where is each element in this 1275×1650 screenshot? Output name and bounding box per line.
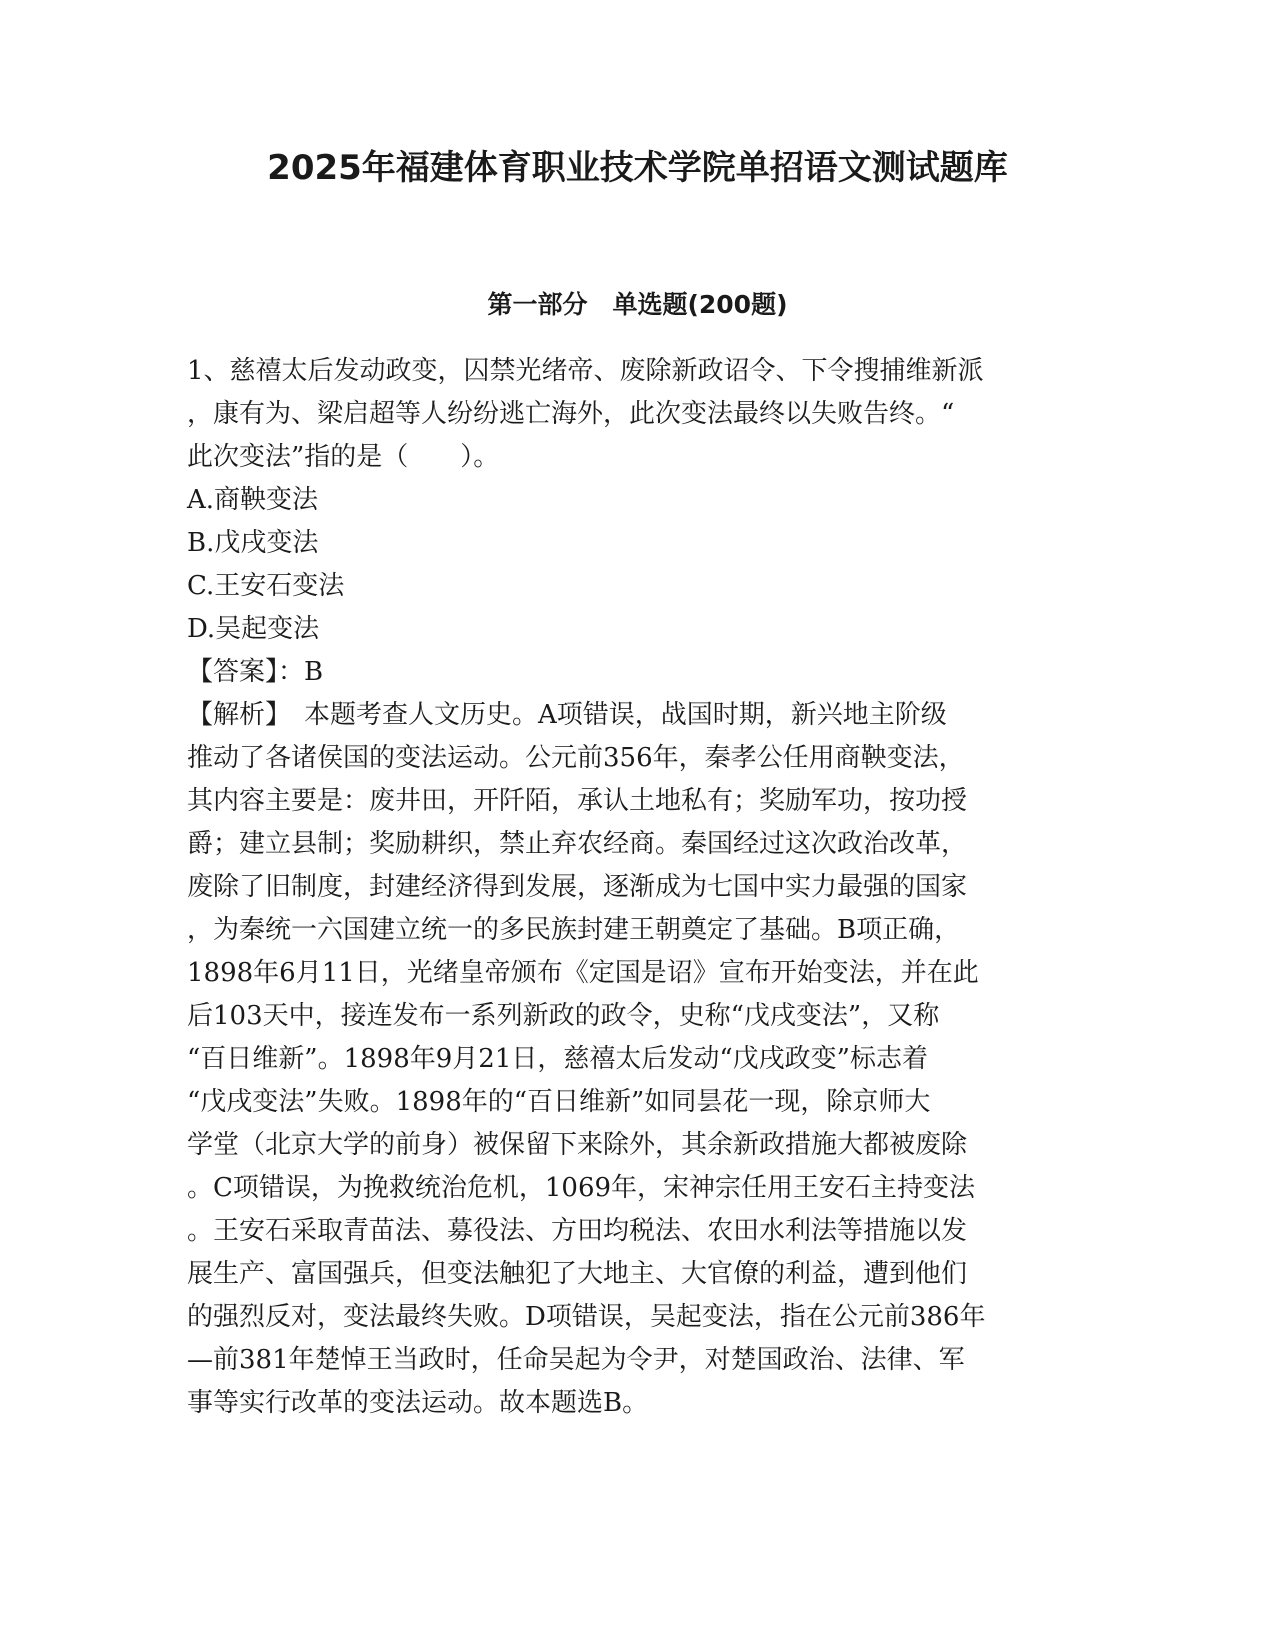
analysis-line: 废除了旧制度，封建经济得到发展，逐渐成为七国中实力最强的国家 [187,872,968,902]
question-block [187,350,1077,1425]
analysis-line: 事等实行改革的变法运动。故本题选B。 [187,1388,649,1418]
analysis-line: 1898年6月11日，光绪皇帝颁布《定国是诏》宣布开始变法，并在此 [187,958,979,988]
analysis-line: 。C项错误，为挽救统治危机，1069年，宋神宗任用王安石主持变法 [187,1173,976,1203]
analysis-line: —前381年楚悼王当政时，任命吴起为令尹，对楚国政治、法律、军 [187,1345,965,1375]
analysis-line: 后103天中，接连发布一系列新政的政令，史称“戊戌变法”，又称 [187,1001,940,1031]
analysis-line: 。王安石采取青苗法、募役法、方田均税法、农田水利法等措施以发 [187,1216,968,1246]
section-title: 第一部分 单选题(200题) [487,290,788,319]
answer-line: 【答案】：B [187,657,324,687]
analysis-line: 其内容主要是：废井田，开阡陌，承认土地私有；奖励军功，按功授 [187,786,968,816]
option-a: A.商鞅变法 [187,485,319,515]
option-d: D.吴起变法 [187,614,320,644]
option-b: B.戊戌变法 [187,528,319,558]
analysis-line: 学堂（北京大学的前身）被保留下来除外，其余新政措施大都被废除 [187,1130,968,1160]
analysis-line: 的强烈反对，变法最终失败。D项错误，吴起变法，指在公元前386年 [187,1302,986,1332]
analysis-line: 展生产、富国强兵，但变法触犯了大地主、大官僚的利益，遭到他们 [187,1259,968,1289]
analysis-line: “戊戌变法”失败。1898年的“百日维新”如同昙花一现，除京师大 [187,1087,931,1117]
analysis-line: 推动了各诸侯国的变法运动。公元前356年，秦孝公任用商鞅变法， [187,743,965,773]
analysis-line: 爵；建立县制；奖励耕织，禁止弃农经商。秦国经过这次政治改革， [187,829,968,859]
analysis-line: ，为秦统一六国建立统一的多民族封建王朝奠定了基础。B项正确， [187,915,961,945]
question-stem-line: 此次变法”指的是（ ）。 [187,442,500,472]
option-c: C.王安石变法 [187,571,345,601]
question-stem-line: ，康有为、梁启超等人纷纷逃亡海外，此次变法最终以失败告终。“ [187,399,955,429]
analysis-line: “百日维新”。1898年9月21日，慈禧太后发动“戊戌政变”标志着 [187,1044,928,1074]
analysis-line: 【解析】 本题考查人文历史。A项错误，战国时期，新兴地主阶级 [187,700,947,730]
document-title: 2025年福建体育职业技术学院单招语文测试题库 [267,148,1008,188]
question-stem-line: 1、慈禧太后发动政变，囚禁光绪帝、废除新政诏令、下令搜捕维新派 [187,356,984,386]
